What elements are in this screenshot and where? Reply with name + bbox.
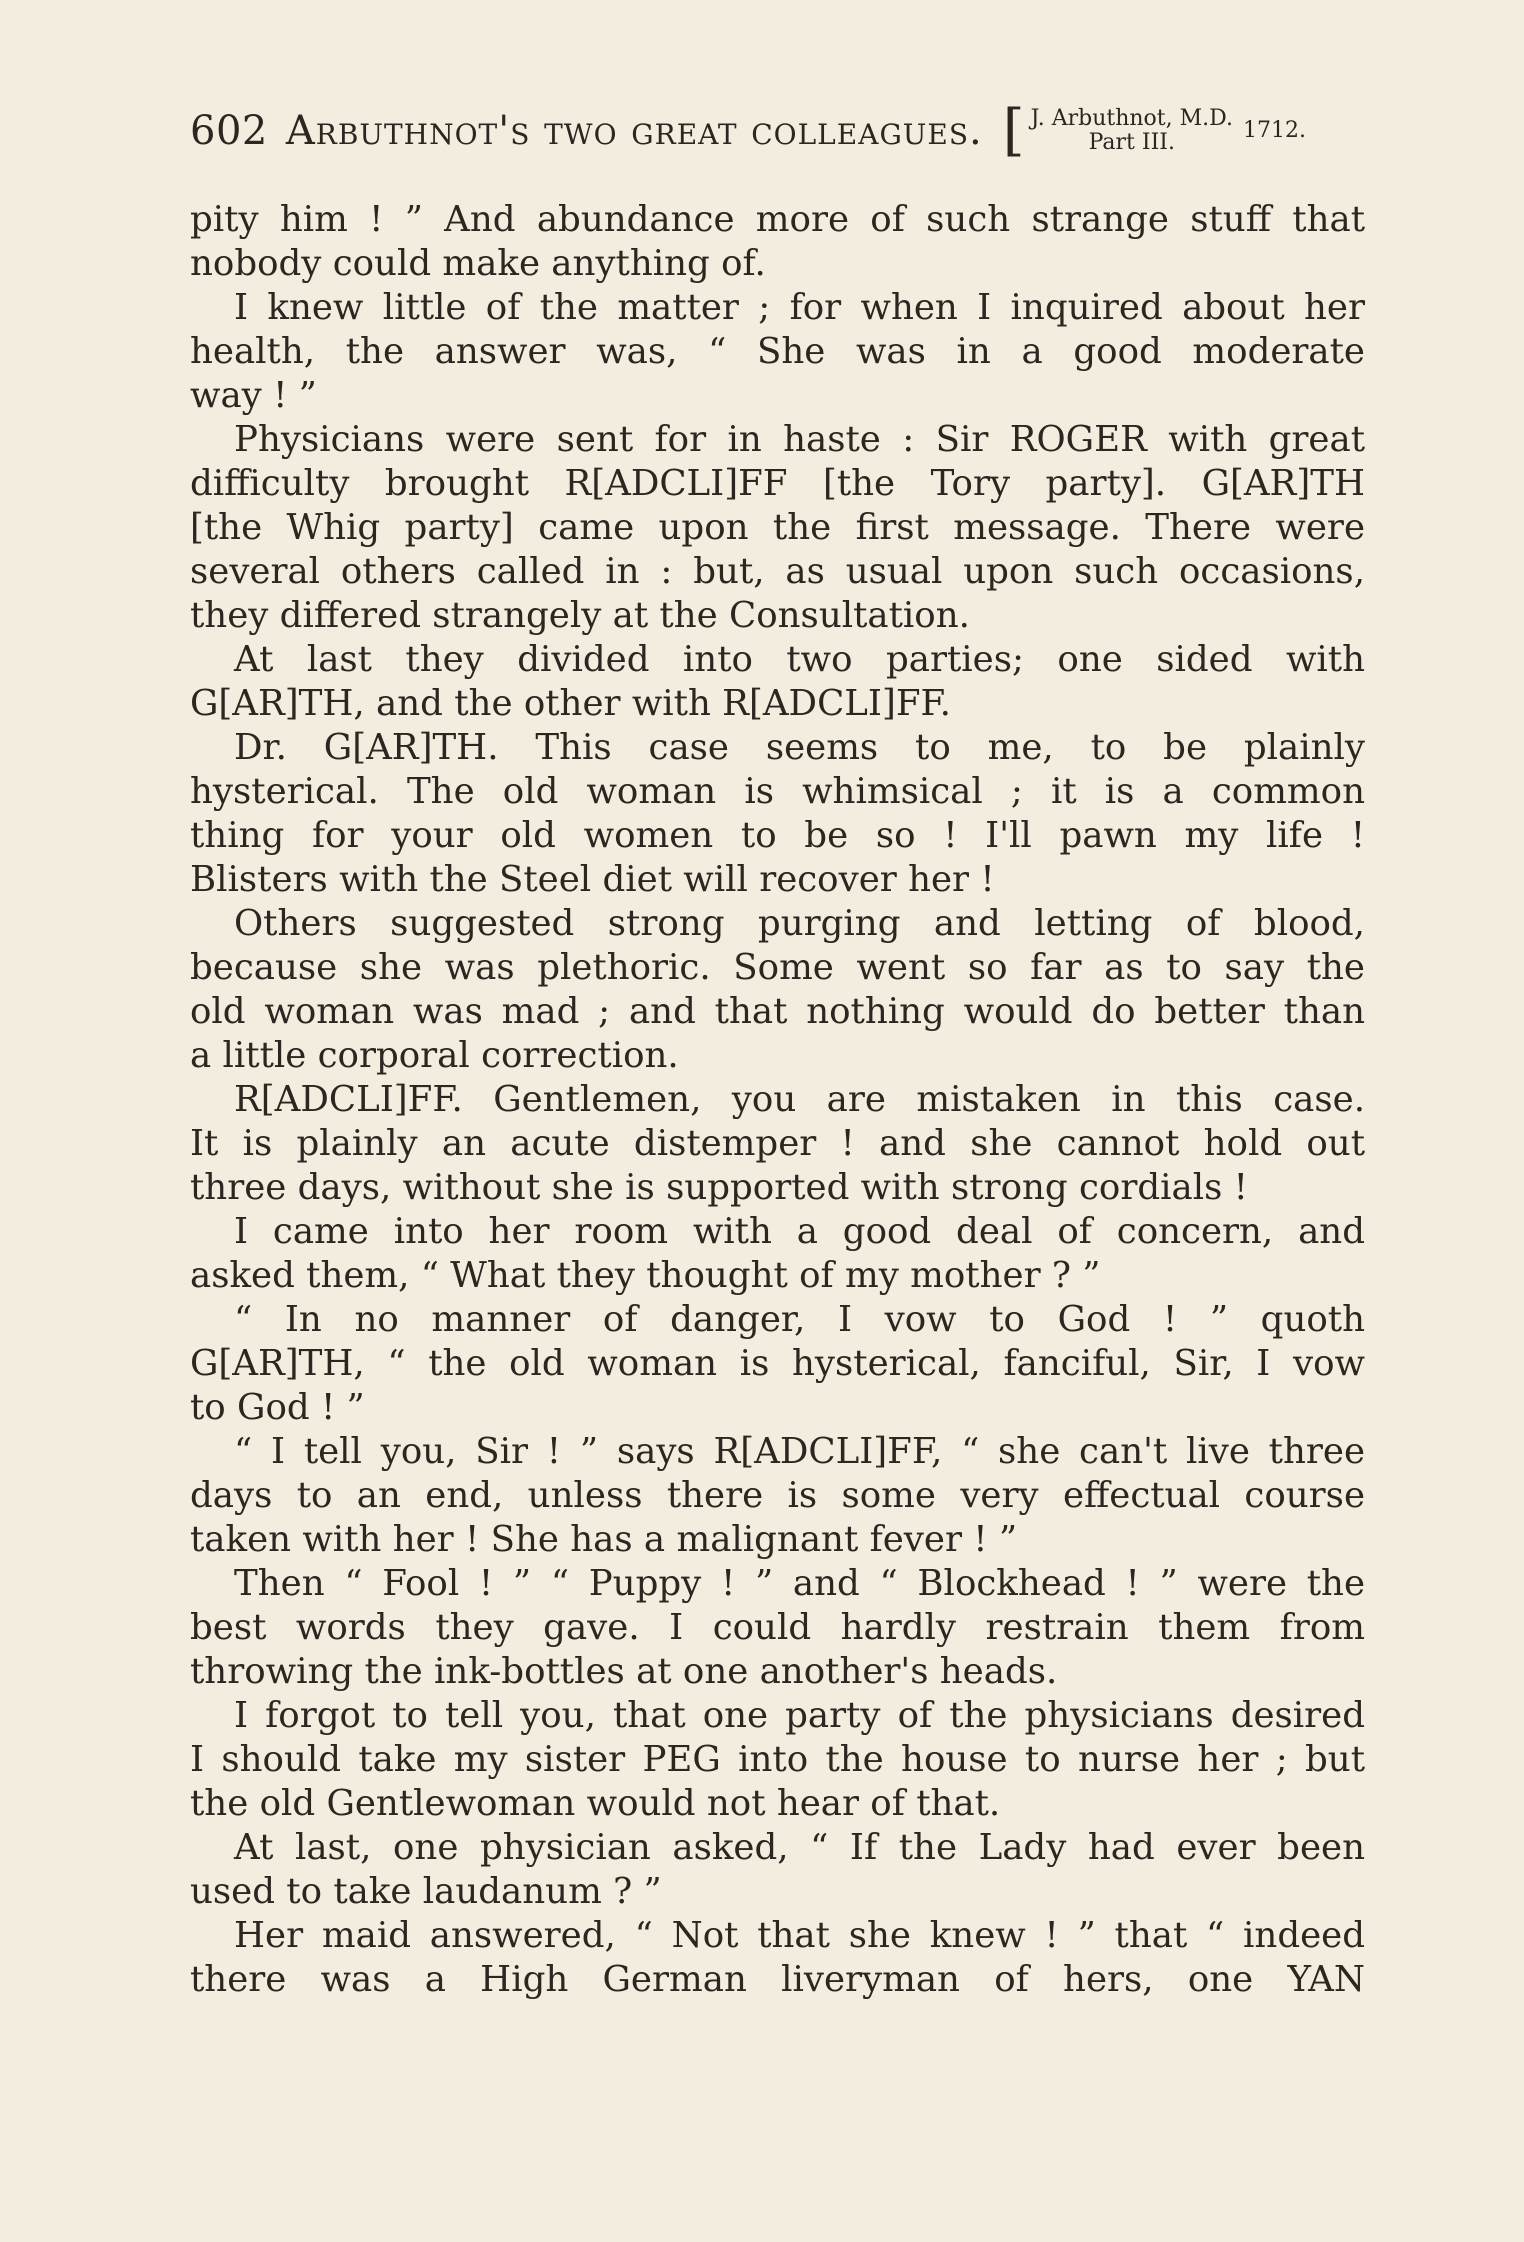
running-header (190, 96, 1365, 166)
text-line: It is plainly an acute distemper ! and she cannot hold out (190, 1123, 1365, 1164)
text-line: Then “ Fool ! ” “ Puppy ! ” and “ Blockhead ! ” were the (234, 1563, 1365, 1604)
text-line: [the Whig party] came upon the first message. There were (190, 507, 1365, 548)
text-line: R[ADCLI]FF. Gentlemen, you are mistaken in this case. (234, 1079, 1365, 1120)
text-line: Her maid answered, “ Not that she knew ! ” that “ indeed (234, 1915, 1365, 1956)
text-line: because she was plethoric. Some went so far as to say the (190, 947, 1365, 988)
text-line: days to an end, unless there is some very effectual course (190, 1475, 1365, 1516)
text-line: taken with her ! She has a malignant fever ! ” (190, 1519, 1018, 1560)
text-line: pity him ! ” And abundance more of such strange stuff that (190, 199, 1365, 240)
text-line: hysterical. The old woman is whimsical ; it is a common (190, 771, 1365, 812)
text-line: throwing the ink-bottles at one another's heads. (190, 1651, 1058, 1692)
text-line: G[AR]TH, and the other with R[ADCLI]FF. (190, 683, 951, 724)
text-line: I forgot to tell you, that one party of the physicians desired (234, 1695, 1365, 1736)
text-line: “ I tell you, Sir ! ” says R[ADCLI]FF, “ she can't live three (234, 1431, 1365, 1472)
running-title: Arbuthnot's two great colleagues. (285, 108, 983, 154)
header-note-author: J. Arbuthnot, M.D. (1030, 106, 1233, 131)
header-note-part: Part III. (1088, 130, 1175, 155)
text-line: Dr. G[AR]TH. This case seems to me, to be plainly (234, 727, 1365, 768)
text-line: a little corporal correction. (190, 1035, 679, 1076)
text-line: At last, one physician asked, “ If the Lady had ever been (234, 1827, 1365, 1868)
header-note (1031, 107, 1233, 155)
text-line: I should take my sister PEG into the house to nurse her ; but (190, 1739, 1365, 1780)
text-line: there was a High German liveryman of hers, one YAN (190, 1959, 1365, 2000)
text-line: to God ! ” (190, 1387, 365, 1428)
page-number: 602 (190, 108, 268, 154)
text-line: way ! ” (190, 375, 317, 416)
text-line: Others suggested strong purging and letting of blood, (234, 903, 1365, 944)
text-line: G[AR]TH, “ the old woman is hysterical, fanciful, Sir, I vow (190, 1343, 1365, 1384)
text-line: thing for your old women to be so ! I'll pawn my life ! (190, 815, 1365, 856)
text-line: they differed strangely at the Consultation. (190, 595, 970, 636)
text-line: I came into her room with a good deal of concern, and (234, 1211, 1365, 1252)
text-line: difficulty brought R[ADCLI]FF [the Tory party]. G[AR]TH (190, 463, 1365, 504)
text-line: asked them, “ What they thought of my mother ? ” (190, 1255, 1101, 1296)
text-line: Physicians were sent for in haste : Sir ROGER with great (234, 419, 1365, 460)
text-line: three days, without she is supported with strong cordials ! (190, 1167, 1248, 1208)
header-year: 1712. (1242, 118, 1306, 143)
text-line: I knew little of the matter ; for when I inquired about her (234, 287, 1365, 328)
text-line: nobody could make anything of. (190, 243, 766, 284)
text-line: the old Gentlewoman would not hear of that. (190, 1783, 1001, 1824)
text-line: several others called in : but, as usual upon such occasions, (190, 551, 1365, 592)
bracket-glyph: [ (1002, 98, 1025, 163)
text-line: old woman was mad ; and that nothing would do better than (190, 991, 1365, 1032)
text-line: best words they gave. I could hardly restrain them from (190, 1607, 1365, 1648)
text-line: “ In no manner of danger, I vow to God ! ” quoth (234, 1299, 1365, 1340)
text-line: used to take laudanum ? ” (190, 1871, 662, 1912)
text-line: health, the answer was, “ She was in a good moderate (190, 331, 1365, 372)
text-line: Blisters with the Steel diet will recover her ! (190, 859, 995, 900)
body-text (190, 198, 1365, 2002)
text-line: At last they divided into two parties; one sided with (234, 639, 1365, 680)
